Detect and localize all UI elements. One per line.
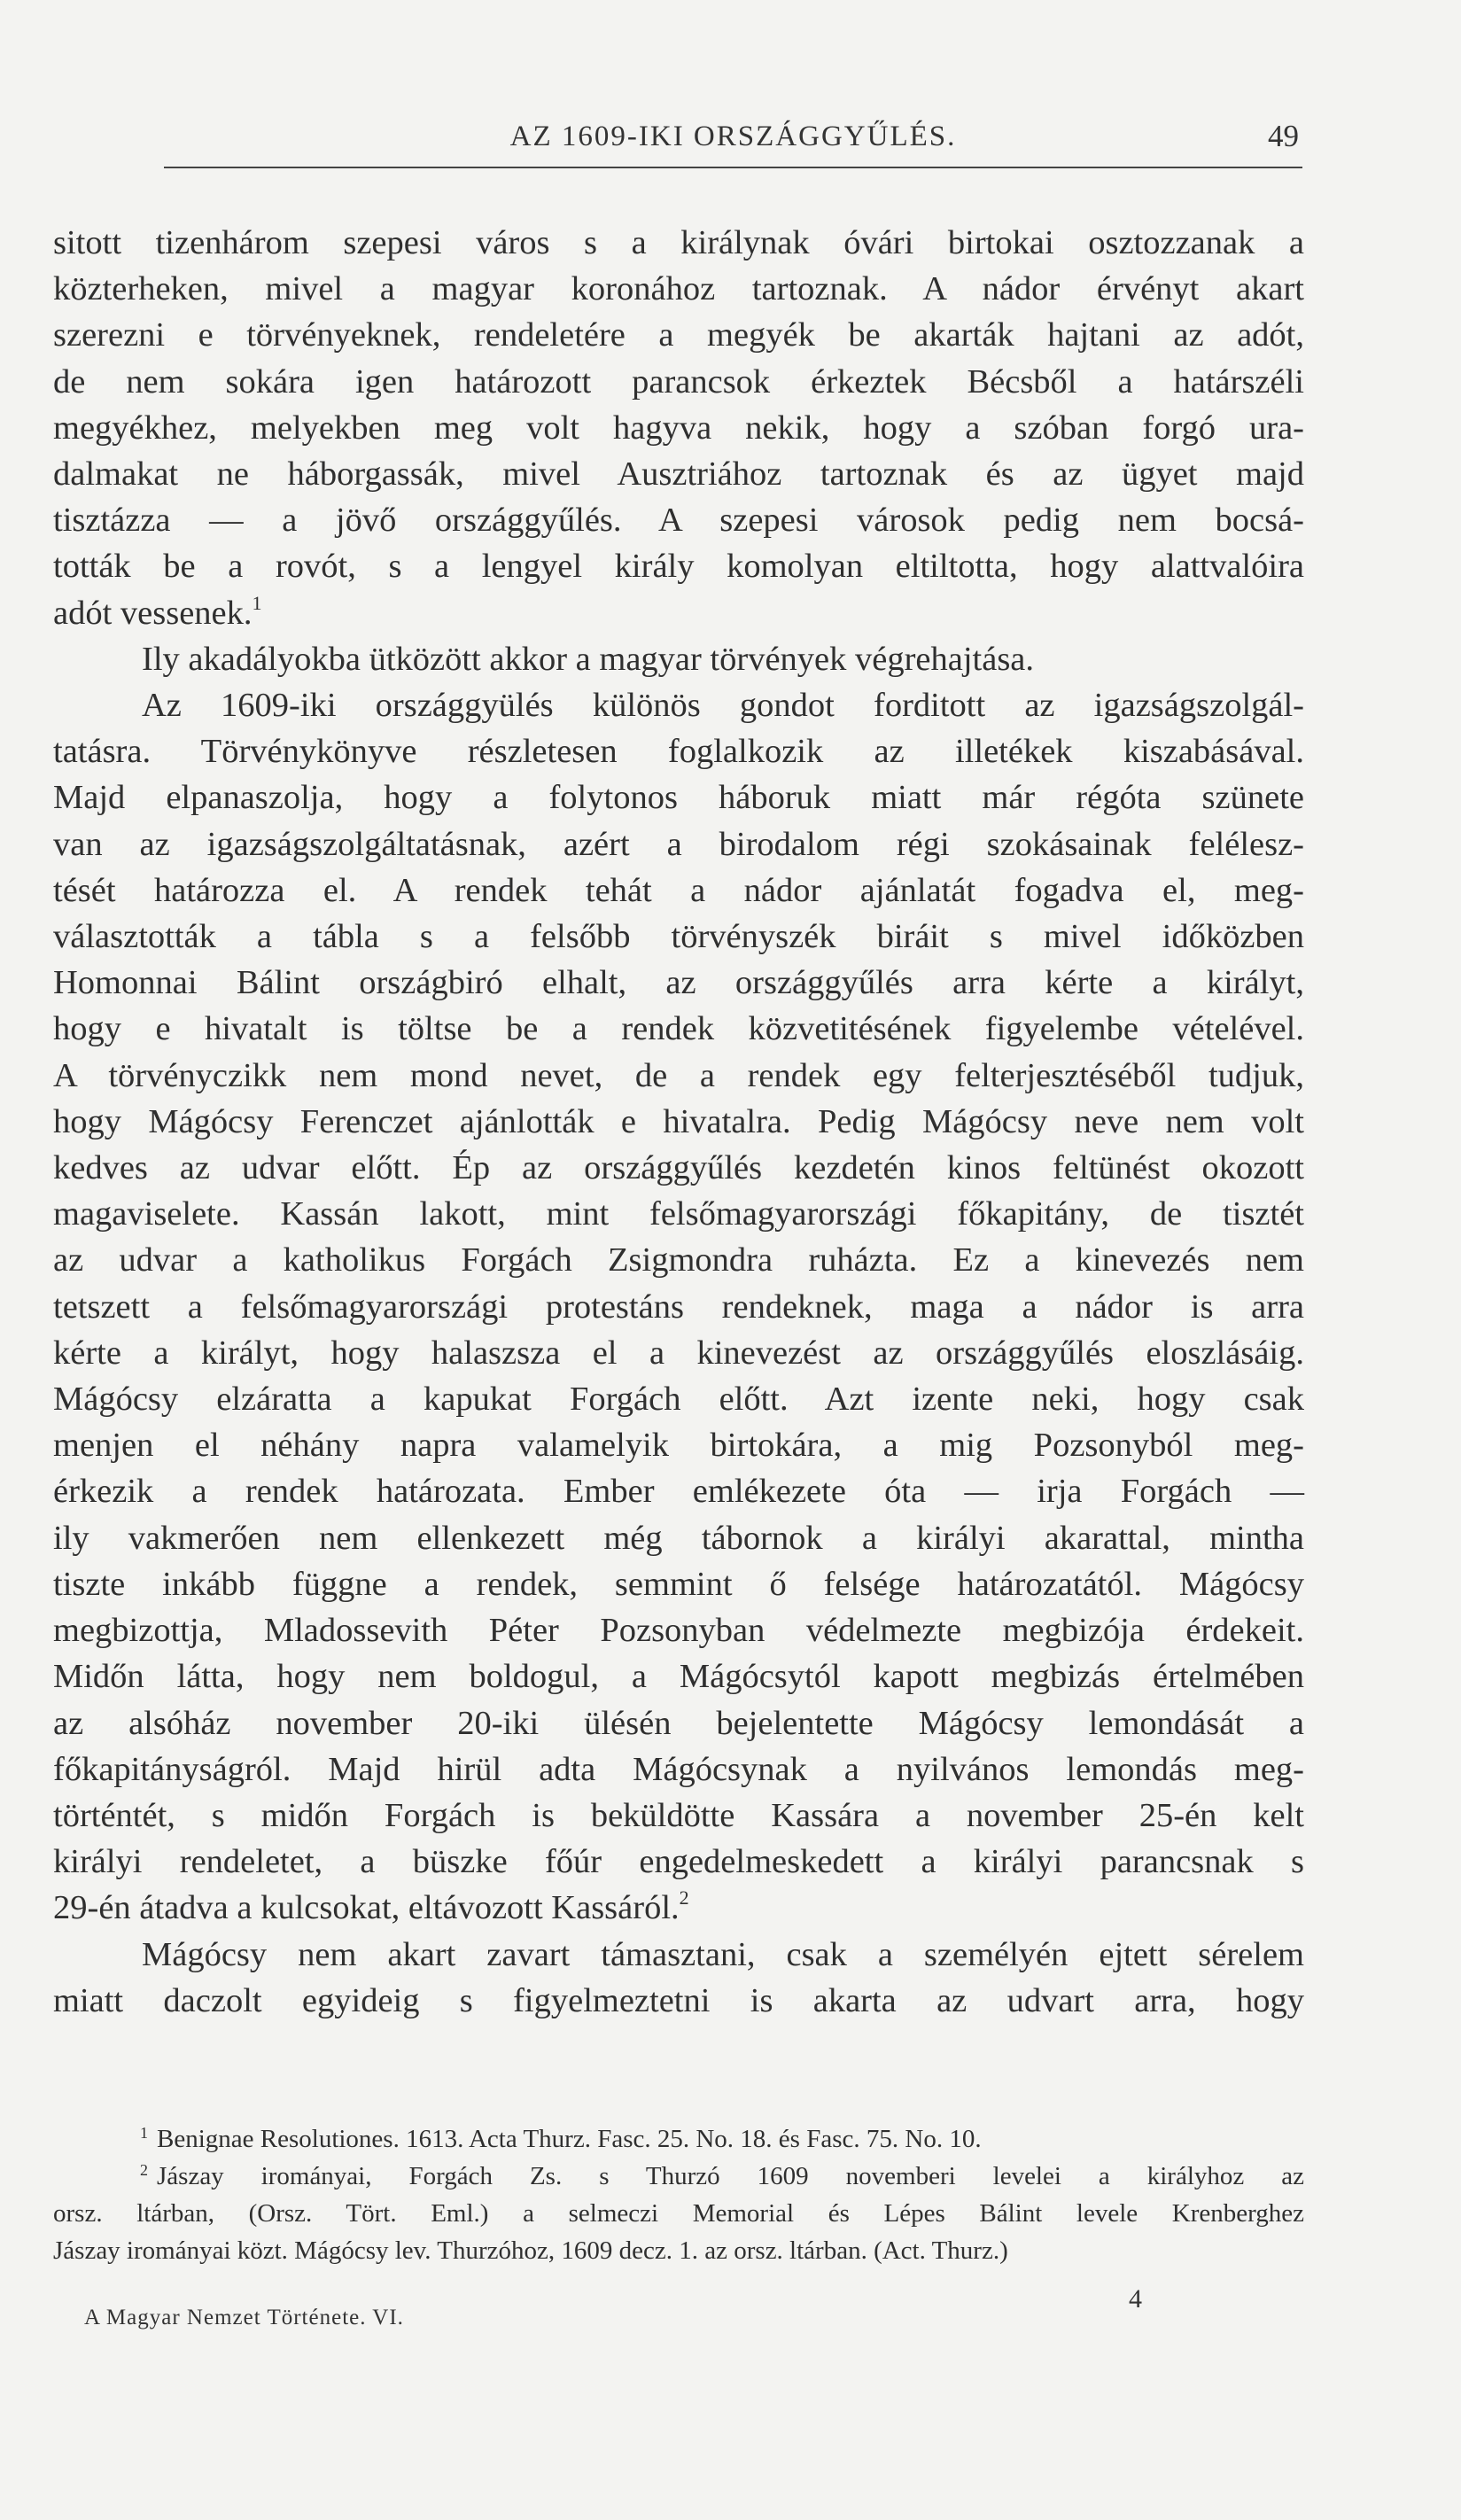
text-line: menjen el néhány napra valamelyik birtokára, a mig Pozsonyból meg- <box>53 1427 1304 1465</box>
text-line: történtét, s midőn Forgách is beküldötte Kassára a november 25-én kelt <box>53 1796 1304 1834</box>
text-line: magaviselete. Kassán lakott, mint felsőmagyarországi főkapitány, de tisztét <box>53 1195 1304 1233</box>
text-line: Az 1609-iki országgyülés különös gondot forditott az igazságszolgál- <box>142 687 1304 725</box>
footnote-line: Jászay irományai közt. Mágócsy lev. Thurzóhoz, 1609 decz. 1. az orsz. ltárban. (Act. Thurz.) <box>53 2236 1008 2265</box>
text-line: Homonnai Bálint országbiró elhalt, az országgyűlés arra kérte a királyt, <box>53 964 1304 1002</box>
text-line: tiszte inkább függne a rendek, semmint ő felsége határozatától. Mágócsy <box>53 1565 1304 1603</box>
footnote <box>53 2120 1304 2158</box>
text-line: Majd elpanaszolja, hogy a folytonos háboruk miatt már régóta szünete <box>53 779 1304 817</box>
text-line: de nem sokára igen határozott parancsok érkeztek Bécsből a határszéli <box>53 362 1304 401</box>
text-line: Mágócsy nem akart zavart támasztani, csak a személyén ejtett sérelem <box>142 1935 1304 1973</box>
paragraph <box>53 1932 1304 2024</box>
text-line <box>53 590 1304 636</box>
text-span: adót vessenek. <box>53 594 253 632</box>
paragraph <box>53 220 1304 636</box>
text-line: Mágócsy elzáratta a kapukat Forgách előtt. Azt izente neki, hogy csak <box>53 1381 1304 1419</box>
text-line: hogy e hivatalt is töltse be a rendek közvetitésének figyelembe vételével. <box>53 1010 1304 1048</box>
footnote-mark: 2 <box>140 2161 148 2179</box>
text-line: kérte a királyt, hogy halaszsza el a kinevezést az országgyűlés eloszlásáig. <box>53 1334 1304 1372</box>
footnote-line: orsz. ltárban, (Orsz. Tört. Eml.) a selmeczi Memorial és Lépes Bálint levele Krenberghez <box>53 2199 1304 2228</box>
text-line: közterheken, mivel a magyar koronához tartoznak. A nádor érvényt akart <box>53 270 1304 308</box>
text-line: szerezni e törvényeknek, rendeletére a megyék be akarták hajtani az adót, <box>53 316 1304 354</box>
text-line: az alsóház november 20-iki ülésén bejelentette Mágócsy lemondását a <box>53 1704 1304 1742</box>
running-title: AZ 1609-IKI ORSZÁGGYŰLÉS. <box>509 121 957 152</box>
text-line: dalmakat ne háborgassák, mivel Ausztriához tartoznak és az ügyet majd <box>53 455 1304 494</box>
paragraph <box>53 636 1304 682</box>
text-line: megbizottja, Mladossevith Péter Pozsonyban védelmezte megbizója érdekeit. <box>53 1612 1304 1650</box>
page-number: 49 <box>1268 119 1299 153</box>
paragraph <box>53 682 1304 1931</box>
text-line: Midőn látta, hogy nem boldogul, a Mágócsytól kapott megbizás értelmében <box>53 1658 1304 1696</box>
footnote-mark: 1 <box>140 2124 148 2142</box>
text-line: A törvényczikk nem mond nevet, de a rendek egy felterjesztéséből tudjuk, <box>53 1056 1304 1094</box>
signature-title: A Magyar Nemzet Története. VI. <box>84 2306 404 2329</box>
running-header <box>164 115 1302 168</box>
text-line: miatt daczolt egyideig s figyelmeztetni is akarta az udvart arra, hogy <box>53 1981 1304 2019</box>
text-span: 29-én átadva a kulcsokat, eltávozott Kassáról. <box>53 1889 680 1927</box>
text-line: főkapitányságról. Majd hirül adta Mágócsynak a nyilvános lemondás meg- <box>53 1750 1304 1788</box>
footnote-line <box>53 2158 1304 2195</box>
text-line: hogy Mágócsy Ferenczet ajánlották e hivatalra. Pedig Mágócsy neve nem volt <box>53 1102 1304 1140</box>
text-line <box>53 1885 1304 1931</box>
footnote-reference: 2 <box>679 1886 689 1909</box>
text-line: választották a tábla s a felsőbb törvényszék biráit s mivel időközben <box>53 918 1304 956</box>
text-line: sitott tizenhárom szepesi város s a királynak óvári birtokai osztozzanak a <box>53 224 1304 261</box>
text-line: királyi rendeletet, a büszke főúr engedelmeskedett a királyi parancsnak s <box>53 1843 1304 1881</box>
text-line: tották be a rovót, s a lengyel király komolyan eltiltotta, hogy alattvalóira <box>53 548 1304 586</box>
text-line: tisztázza — a jövő országgyűlés. A szepesi városok pedig nem bocsá- <box>53 502 1304 540</box>
text-line: tését határozza el. A rendek tehát a nádor ajánlatát fogadva el, meg- <box>53 871 1304 909</box>
text-line: van az igazságszolgáltatásnak, azért a birodalom régi szokásainak felélesz- <box>53 825 1304 863</box>
footnote-text: Benignae Resolutiones. 1613. Acta Thurz. Fasc. 25. No. 18. és Fasc. 75. No. 10. <box>157 2125 982 2153</box>
footnotes <box>53 2120 1304 2269</box>
footnote-reference: 1 <box>252 591 262 614</box>
text-line: tetszett a felsőmagyarországi protestáns rendeknek, maga a nádor is arra <box>53 1287 1304 1326</box>
text-line: érkezik a rendek határozata. Ember emlékezete óta — irja Forgách — <box>53 1473 1304 1511</box>
text-line: ily vakmerően nem ellenkezett még tábornok a királyi akarattal, mintha <box>53 1519 1304 1557</box>
footnote-line <box>53 2120 1304 2158</box>
text-line: tatásra. Törvénykönyve részletesen foglalkozik az illetékek kiszabásával. <box>53 733 1304 771</box>
sheet-number: 4 <box>1129 2284 1142 2314</box>
text-line: megyékhez, melyekben meg volt hagyva nekik, hogy a szóban forgó ura- <box>53 408 1304 447</box>
footnote-text: Jászay irományai, Forgách Zs. s Thurzó 1609 novemberi levelei a királyhoz az <box>157 2162 1304 2190</box>
text-line: kedves az udvar előtt. Ép az országgyűlés kezdetén kinos feltünést okozott <box>53 1149 1304 1187</box>
text-line: Ily akadályokba ütközött akkor a magyar törvények végrehajtása. <box>142 640 1035 678</box>
body-text <box>53 220 1304 2024</box>
footnote <box>53 2158 1304 2269</box>
text-line: az udvar a katholikus Forgách Zsigmondra ruházta. Ez a kinevezés nem <box>53 1241 1304 1279</box>
